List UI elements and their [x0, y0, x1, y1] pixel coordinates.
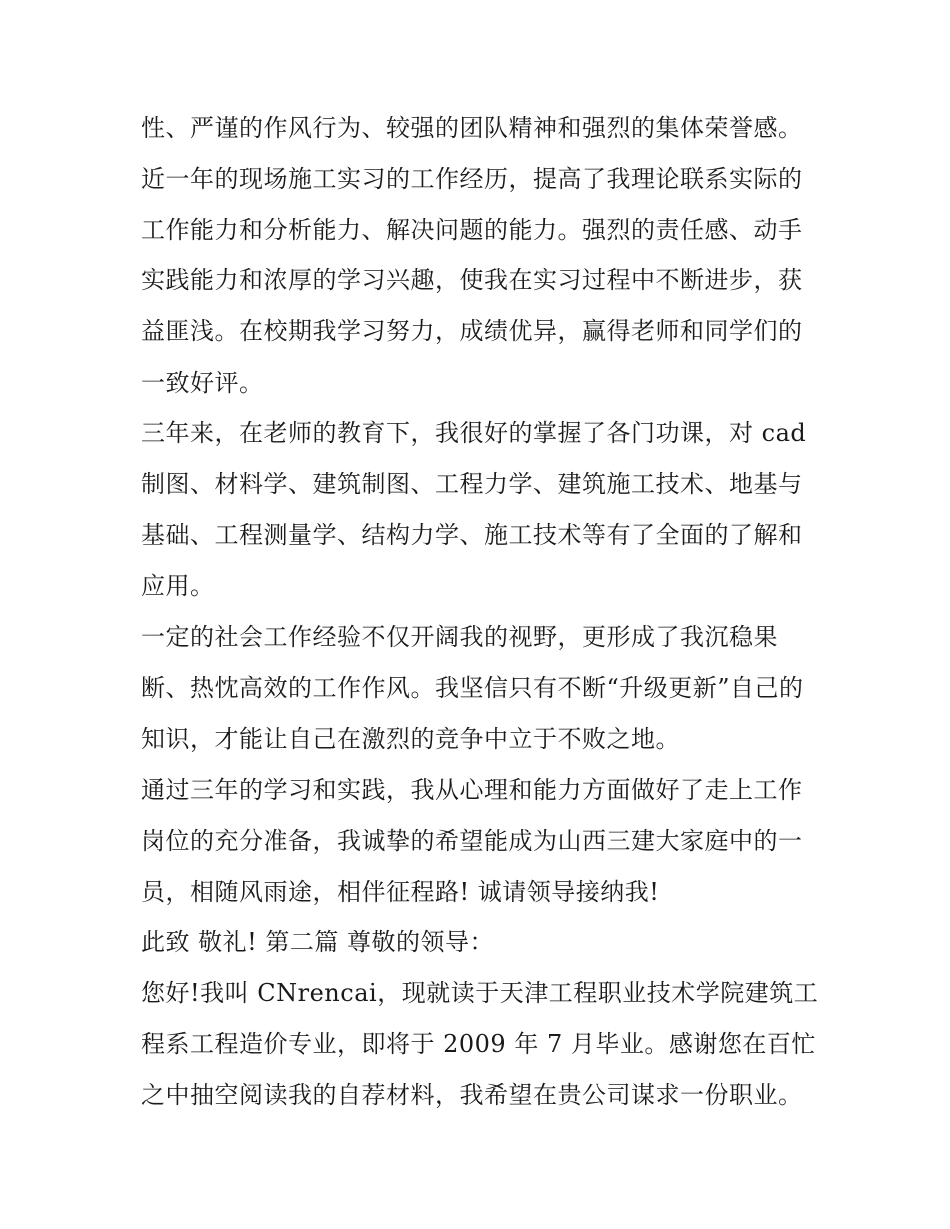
- text-line: 性、严谨的作风行为、较强的团队精神和强烈的集体荣誉感。: [141, 114, 803, 142]
- text-line: 知识，才能让自己在激烈的竞争中立于不败之地。: [141, 725, 680, 753]
- text-line: 断、热忱高效的工作作风。我坚信只有不断“升级更新”自己的: [141, 674, 804, 702]
- text-line: 工作能力和分析能力、解决问题的能力。强烈的责任感、动手: [141, 216, 803, 244]
- text-line: 基础、工程测量学、结构力学、施工技术等有了全面的了解和: [141, 521, 803, 549]
- text-line: 此致 敬礼! 第二篇 尊敬的领导：: [141, 928, 495, 956]
- text-line: 岗位的充分准备，我诚挚的希望能成为山西三建大家庭中的一: [141, 827, 803, 855]
- text-line: 应用。: [141, 572, 215, 600]
- text-line: 益匪浅。在校期我学习努力，成绩优异，赢得老师和同学们的: [141, 317, 803, 345]
- text-line: 三年来，在老师的教育下，我很好的掌握了各门功课，对 cad: [141, 419, 807, 447]
- text-line: 员，相随风雨途，相伴征程路! 诚请领导接纳我!: [141, 878, 660, 906]
- text-line: 您好!我叫 CNrencai，现就读于天津工程职业技术学院建筑工: [141, 979, 819, 1007]
- text-line: 通过三年的学习和实践，我从心理和能力方面做好了走上工作: [141, 776, 803, 804]
- text-line: 之中抽空阅读我的自荐材料，我希望在贵公司谋求一份职业。: [141, 1081, 803, 1109]
- text-line: 制图、材料学、建筑制图、工程力学、建筑施工技术、地基与: [141, 470, 803, 498]
- text-line: 一定的社会工作经验不仅开阔我的视野，更形成了我沉稳果: [141, 623, 778, 651]
- text-line: 近一年的现场施工实习的工作经历，提高了我理论联系实际的: [141, 165, 803, 193]
- text-line: 程系工程造价专业，即将于 2009 年 7 月毕业。感谢您在百忙: [141, 1030, 816, 1058]
- text-line: 一致好评。: [141, 369, 264, 397]
- text-line: 实践能力和浓厚的学习兴趣，使我在实习过程中不断进步，获: [141, 266, 803, 294]
